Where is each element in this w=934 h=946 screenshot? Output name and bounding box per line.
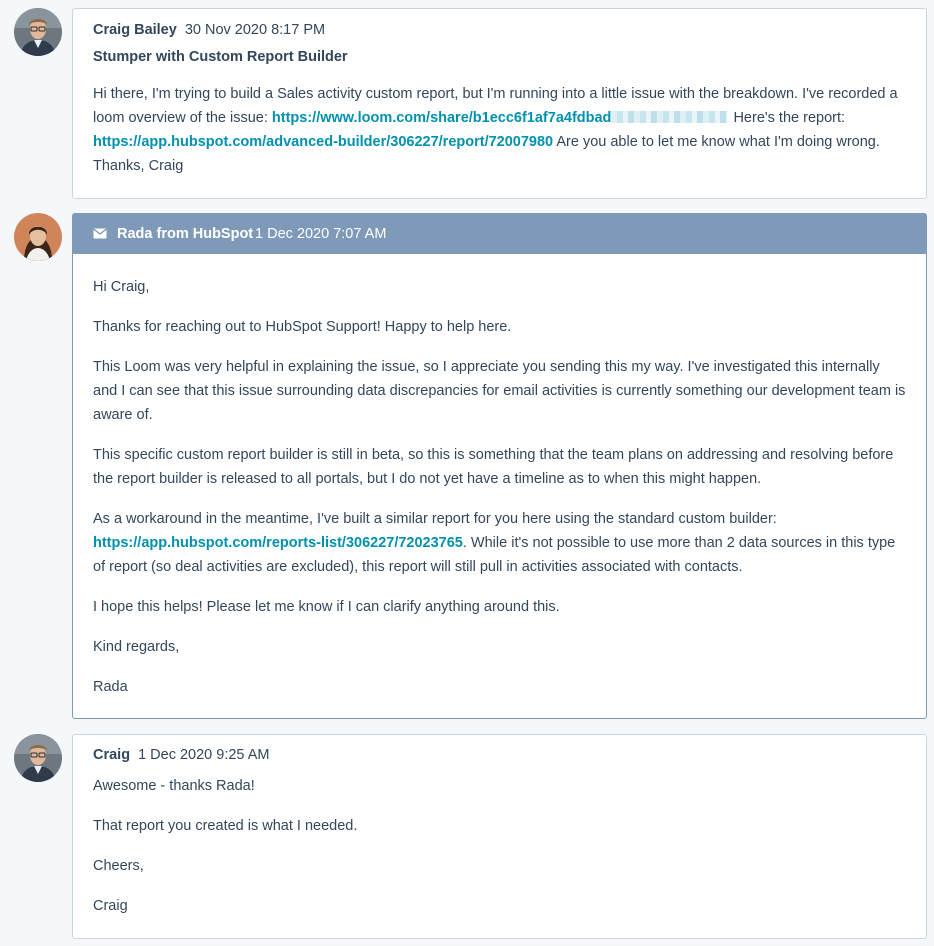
message-body [93, 275, 906, 715]
message-paragraph: Rada [93, 679, 128, 695]
message-card-craig-bailey [72, 8, 927, 199]
avatar-craig [14, 734, 62, 782]
message-meta [93, 21, 325, 39]
report-link[interactable]: https://app.hubspot.com/advanced-builder/306227/report/72007980 [93, 134, 554, 150]
message-paragraph: Kind regards, [93, 639, 180, 655]
message-paragraph: This specific custom report builder is still in beta, so this is something that the team plans on addressing and resolving before the report builder is released to all portals, but I do not yet have a timeline as to when this might happen. [93, 447, 894, 487]
message-author[interactable]: Craig [93, 747, 131, 763]
person-avatar-icon [14, 734, 62, 782]
person-avatar-icon [14, 8, 62, 56]
message-paragraph: Hi there, I'm trying to build a Sales activity custom report, but I'm running into a little issue with the breakdown. I've recorded a loom overview of the issue: https://www.loom.com/share/b1ecc6f1af7a4fdbad Here's the report: https://app.hubspot.com/advanced-builder/306227/report/72007980 Are you able to let me know what I'm doing wrong. Thanks, Craig [93, 86, 898, 174]
message-card-rada [72, 213, 927, 719]
message-paragraph: Hi Craig, [93, 279, 150, 295]
message-paragraph: I hope this helps! Please let me know if I can clarify anything around this. [93, 599, 560, 615]
message-card-craig [72, 734, 927, 939]
message-paragraph: This Loom was very helpful in explaining the issue, so I appreciate you sending this my way. I've investigated this internally and I can see that this issue surrounding data discrepancies for email activities is currently something our development team is aware of. [93, 359, 906, 423]
message-paragraph: Craig [93, 898, 128, 914]
message-author[interactable]: Rada from HubSpot [117, 226, 254, 242]
message-paragraph: Thanks for reaching out to HubSpot Support! Happy to help here. [93, 319, 512, 335]
message-date: 1 Dec 2020 7:07 AM [255, 226, 387, 242]
reports-list-link[interactable]: https://app.hubspot.com/reports-list/306227/72023765 [93, 535, 463, 551]
message-body [93, 774, 906, 934]
person-avatar-icon [14, 213, 62, 261]
message-paragraph: That report you created is what I needed. [93, 818, 358, 834]
loom-link[interactable]: https://www.loom.com/share/b1ecc6f1af7a4fdbad [271, 110, 612, 126]
avatar-rada [14, 213, 62, 261]
message-date: 30 Nov 2020 8:17 PM [184, 22, 326, 38]
message-subject: Stumper with Custom Report Builder [93, 49, 348, 65]
message-header [73, 214, 926, 254]
message-paragraph: Awesome - thanks Rada! [93, 778, 255, 794]
message-meta [93, 746, 269, 764]
message-date: 1 Dec 2020 9:25 AM [138, 747, 270, 763]
message-author[interactable]: Craig Bailey [93, 22, 177, 38]
message-paragraph: Cheers, [93, 858, 144, 874]
envelope-icon [93, 228, 107, 239]
avatar-craig-bailey [14, 8, 62, 56]
message-body [93, 82, 906, 178]
message-paragraph: As a workaround in the meantime, I've built a similar report for you here using the standard custom builder: https://app.hubspot.com/reports-list/306227/72023765. While it's not possible to use more than 2 data sources in this type of report (so deal activities are excluded), this report will still pull in activities associated with contacts. [93, 511, 896, 575]
redacted-text [611, 111, 727, 123]
